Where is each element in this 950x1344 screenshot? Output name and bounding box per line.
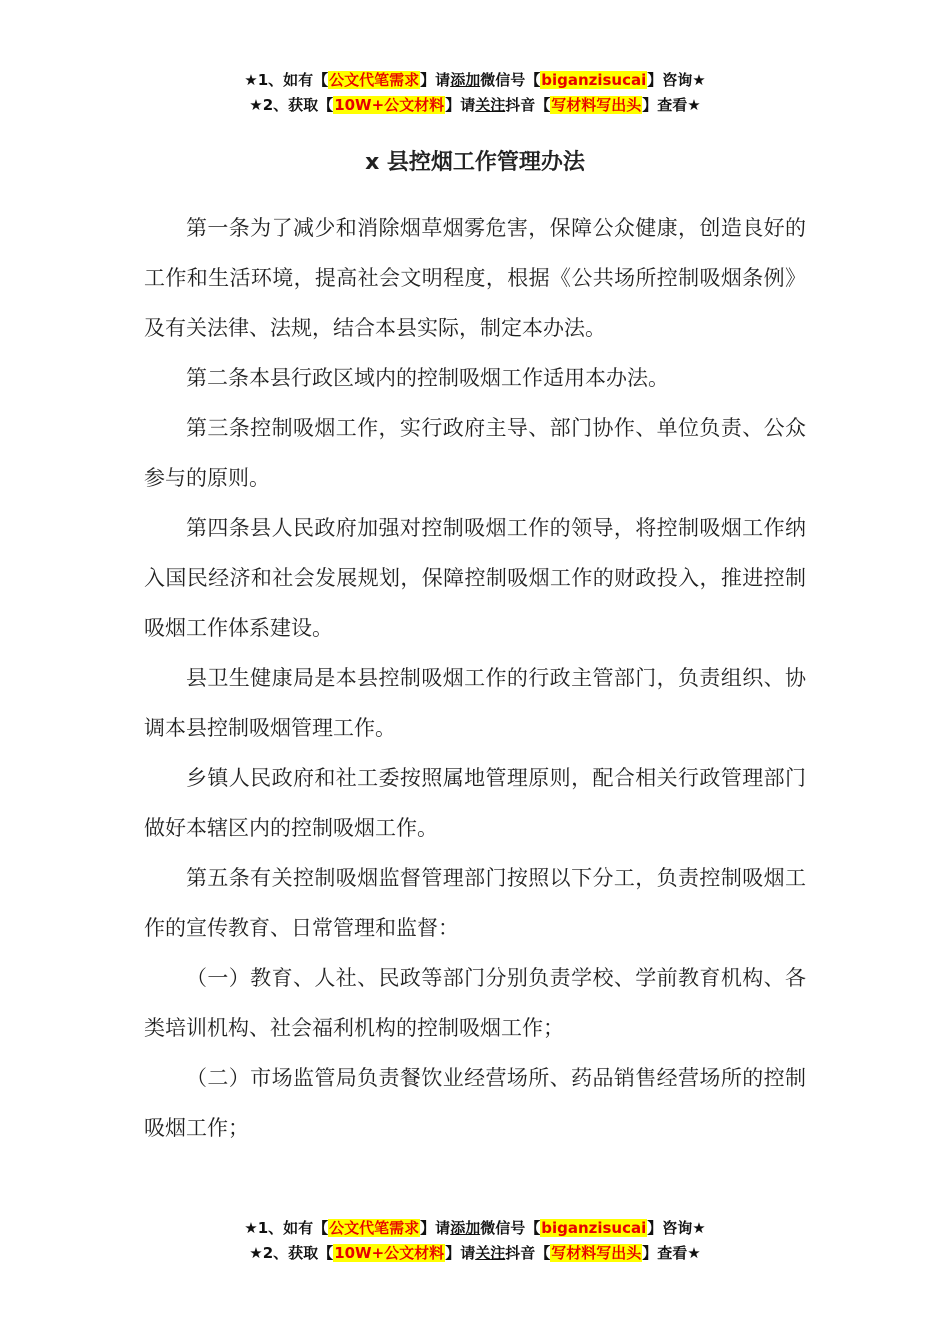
banner-text: 】请 (420, 71, 451, 89)
banner-text: ★2、获取【 (249, 96, 334, 114)
banner-highlight: 写材料写出头 (551, 1244, 642, 1262)
banner-text: 微信号【 (480, 1219, 541, 1237)
banner-highlight: 公文代笔需求 (329, 1219, 420, 1237)
paragraph: 第一条为了减少和消除烟草烟雾危害，保障公众健康，创造良好的工作和生活环境，提高社会文明程度，根据《公共场所控制吸烟条例》及有关法律、法规，结合本县实际，制定本办法。 (144, 216, 806, 340)
banner-text: 】查看★ (642, 1244, 701, 1262)
paragraph: 第五条有关控制吸烟监督管理部门按照以下分工，负责控制吸烟工作的宣传教育、日常管理和监督： (144, 866, 806, 940)
banner-highlight: biganzisucai (541, 1219, 647, 1237)
banner-text: 微信号【 (480, 71, 541, 89)
document-body (144, 203, 806, 1153)
banner-text: 】查看★ (642, 96, 701, 114)
banner-highlight: 公文代笔需求 (329, 71, 420, 89)
banner-line-2 (0, 1241, 950, 1266)
banner-line-1 (0, 1216, 950, 1241)
banner-text: 】请 (420, 1219, 451, 1237)
banner-highlight: 10W+公文材料 (334, 96, 445, 114)
paragraph: 县卫生健康局是本县控制吸烟工作的行政主管部门，负责组织、协调本县控制吸烟管理工作。 (144, 666, 806, 740)
banner-text: ★2、获取【 (249, 1244, 334, 1262)
banner-underlined: 关注 (475, 1244, 506, 1262)
banner-text: 抖音【 (505, 1244, 551, 1262)
banner-text: 】咨询★ (647, 71, 706, 89)
paragraph: （一）教育、人社、民政等部门分别负责学校、学前教育机构、各类培训机构、社会福利机构的控制吸烟工作； (144, 966, 806, 1040)
banner-text: ★1、如有【 (244, 71, 329, 89)
footer-banner (0, 1216, 950, 1266)
banner-line-2 (0, 93, 950, 118)
banner-underlined: 添加 (450, 1219, 481, 1237)
banner-underlined: 添加 (450, 71, 481, 89)
paragraph: 第三条控制吸烟工作，实行政府主导、部门协作、单位负责、公众参与的原则。 (144, 416, 806, 490)
banner-text: 抖音【 (505, 96, 551, 114)
paragraph: 乡镇人民政府和社工委按照属地管理原则，配合相关行政管理部门做好本辖区内的控制吸烟工作。 (144, 766, 806, 840)
banner-text: 】咨询★ (647, 1219, 706, 1237)
document-title: x 县控烟工作管理办法 (365, 150, 585, 175)
banner-text: 】请 (445, 1244, 476, 1262)
banner-line-1 (0, 68, 950, 93)
banner-underlined: 关注 (475, 96, 506, 114)
banner-highlight: 10W+公文材料 (334, 1244, 445, 1262)
banner-highlight: 写材料写出头 (551, 96, 642, 114)
paragraph: （二）市场监管局负责餐饮业经营场所、药品销售经营场所的控制吸烟工作； (144, 1066, 806, 1140)
banner-text: 】请 (445, 96, 476, 114)
paragraph: 第二条本县行政区域内的控制吸烟工作适用本办法。 (186, 366, 669, 390)
banner-text: ★1、如有【 (244, 1219, 329, 1237)
paragraph: 第四条县人民政府加强对控制吸烟工作的领导，将控制吸烟工作纳入国民经济和社会发展规划，保障控制吸烟工作的财政投入，推进控制吸烟工作体系建设。 (144, 516, 806, 640)
banner-highlight: biganzisucai (541, 71, 647, 89)
header-banner (0, 68, 950, 118)
